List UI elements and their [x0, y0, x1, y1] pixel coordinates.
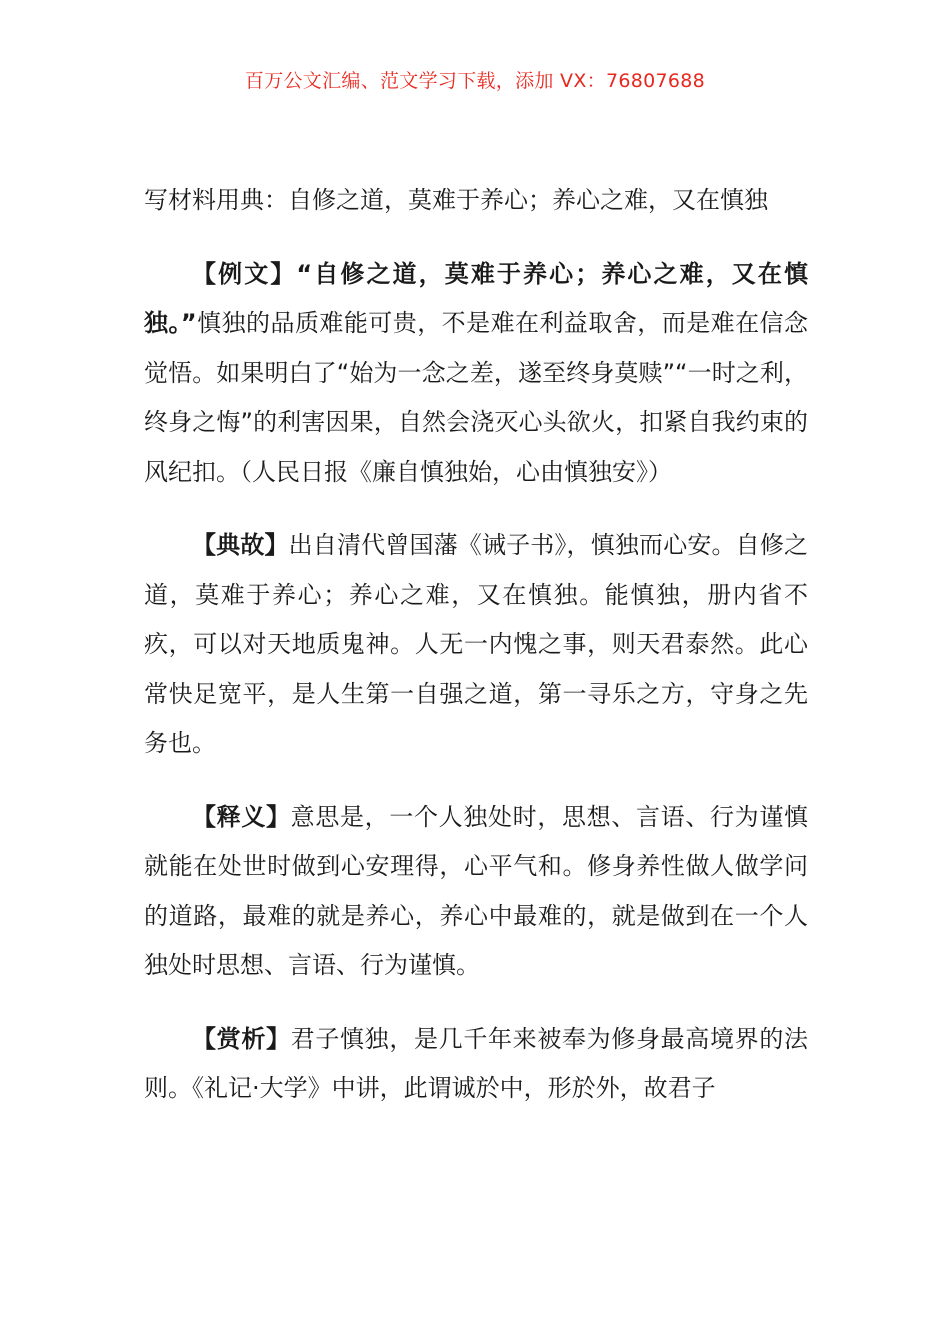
- meaning-tag: 【释义】: [192, 802, 291, 831]
- allusion-paragraph: [144, 521, 808, 769]
- appreciation-tag: 【赏析】: [192, 1024, 291, 1053]
- example-paragraph: [144, 250, 808, 498]
- appreciation-paragraph: [144, 1015, 808, 1114]
- allusion-body: 出自清代曾国藩《诫子书》，慎独而心安。自修之道，莫难于养心；养心之难，又在慎独。能慎独，册内省不疚，可以对天地质鬼神。人无一内愧之事，则天君泰然。此心常快足宽平，是人生第一自强之道，第一寻乐之方，守身之先务也。: [144, 531, 808, 757]
- allusion-tag: 【典故】: [192, 531, 289, 559]
- document-title: 写材料用典：自修之道，莫难于养心；养心之难，又在慎独: [144, 186, 768, 214]
- appreciation-body: 君子慎独，是几千年来被奉为修身最高境界的法则。《礼记·大学》中讲，此谓诚於中，形於外，故君子: [144, 1024, 809, 1102]
- header-banner: 百万公文汇编、范文学习下载，添加 VX：76807688: [244, 70, 706, 92]
- document-body: [144, 176, 808, 1138]
- example-tag: 【例文】: [192, 259, 297, 288]
- example-body: 慎独的品质难能可贵，不是难在利益取舍，而是难在信念觉悟。如果明白了“始为一念之差，遂至终身莫赎”“一时之利，终身之悔”的利害因果，自然会浇灭心头欲火，扣紧自我约束的风纪扣。（人民日报《廉自慎独始，心由慎独安》）: [144, 309, 808, 486]
- example-quote: “自修之道，莫难于养心；养心之难，又在慎独。”: [144, 259, 808, 337]
- meaning-body: 意思是，一个人独处时，思想、言语、行为谨慎就能在处世时做到心安理得，心平气和。修身养性做人做学问的道路，最难的就是养心，养心中最难的，就是做到在一个人独处时思想、言语、行为谨慎。: [144, 802, 809, 979]
- meaning-paragraph: [144, 793, 808, 991]
